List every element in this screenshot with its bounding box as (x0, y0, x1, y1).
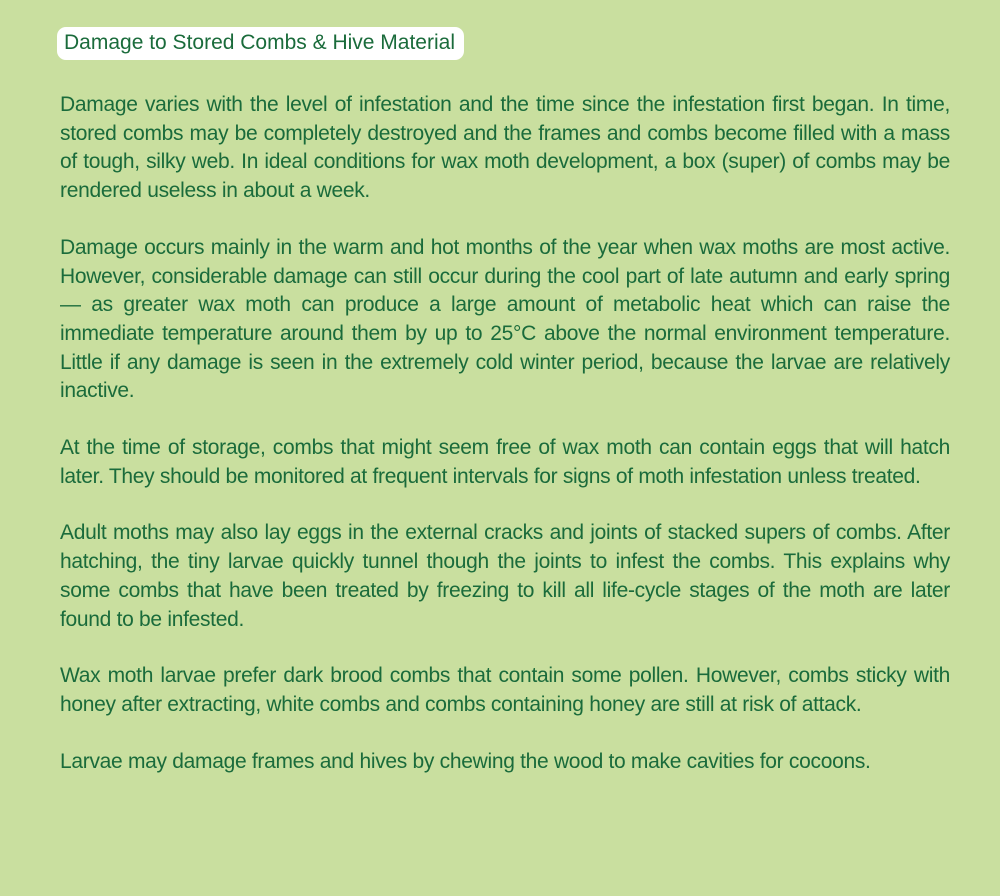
article-paragraph-larvae-prefer: Wax moth larvae prefer dark brood combs that contain some pollen. However, combs sticky with honey after extracting, white combs and combs containing honey are still at risk of attack. (60, 664, 950, 716)
article-paragraph-damage-varies: Damage varies with the level of infestation and the time since the infestation first began. In time, stored combs may be completely destroyed and the frames and combs become filled with a mass of tough, silky web. In ideal conditions for wax moth development, a box (super) of combs may be rendered useless in about a week. (60, 93, 950, 203)
page-title: Damage to Stored Combs & Hive Material (57, 27, 464, 60)
article-paragraph-damage-occurs: Damage occurs mainly in the warm and hot months of the year when wax moths are most active. However, considerable damage can still occur during the cool part of late autumn and early spring — as greater wax moth can produce a large amount of metabolic heat which can raise the immediate temperature around them by up to 25°C above the normal environment temperature. Little if any damage is seen in the extremely cold winter period, because the larvae are relatively inactive. (60, 235, 950, 403)
article-paragraph-larvae-damage: Larvae may damage frames and hives by chewing the wood to make cavities for cocoons. (60, 749, 871, 773)
article-body (60, 91, 950, 776)
article-paragraph-time-of-storage: At the time of storage, combs that might seem free of wax moth can contain eggs that will hatch later. They should be monitored at frequent intervals for signs of moth infestation unless treated. (60, 436, 950, 488)
article-paragraph-adult-moths: Adult moths may also lay eggs in the external cracks and joints of stacked supers of combs. After hatching, the tiny larvae quickly tunnel though the joints to infest the combs. This explains why some combs that have been treated by freezing to kill all life-cycle stages of the moth are later found to be infested. (60, 521, 950, 631)
